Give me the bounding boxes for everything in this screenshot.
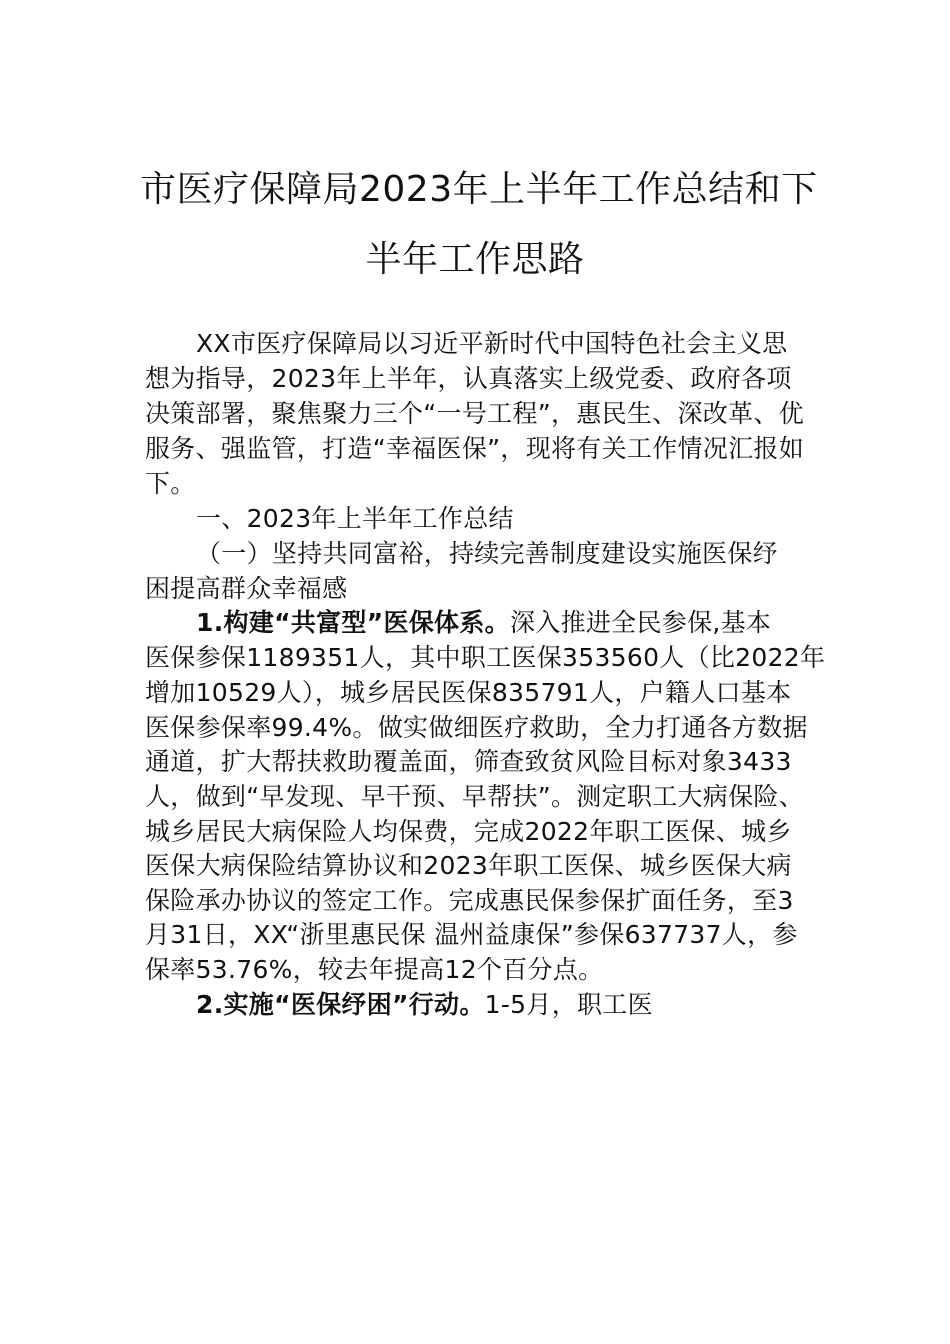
paragraph-2-text: 1-5月，职工医 — [484, 990, 653, 1019]
paragraph-1-line: 月31日，XX“浙里惠民保 温州益康保”参保637737人，参 — [145, 920, 798, 949]
intro-paragraph-line: 下。 — [145, 469, 196, 498]
paragraph-1-line: 医保参保1189351人，其中职工医保353560人（比2022年 — [145, 643, 826, 672]
paragraph-2-first-line — [196, 990, 653, 1020]
subsection-heading-line: 困提高群众幸福感 — [145, 574, 348, 603]
section-heading: 一、2023年上半年工作总结 — [196, 504, 514, 533]
intro-paragraph-line: 决策部署，聚焦聚力三个“一号工程”，惠民生、深改革、优 — [145, 399, 805, 428]
item-2-heading: 2.实施“医保纾困”行动。 — [196, 990, 485, 1019]
paragraph-1-line: 保险承办协议的签定工作。完成惠民保参保扩面任务，至3 — [145, 886, 794, 915]
paragraph-1-line: 城乡居民大病保险人均保费，完成2022年职工医保、城乡 — [145, 817, 792, 846]
paragraph-1-line: 增加10529人），城乡居民医保835791人，户籍人口基本 — [145, 678, 792, 707]
document-title-line-1: 市医疗保障局2023年上半年工作总结和下 — [140, 169, 818, 210]
paragraph-1-first-line — [196, 608, 771, 638]
intro-paragraph-line: XX市医疗保障局以习近平新时代中国特色社会主义思 — [196, 329, 788, 358]
paragraph-1-line: 保率53.76%，较去年提高12个百分点。 — [145, 955, 604, 984]
document-title-line-2: 半年工作思路 — [365, 239, 585, 280]
intro-paragraph-line: 服务、强监管，打造“幸福医保”，现将有关工作情况汇报如 — [145, 434, 805, 463]
paragraph-1-text: 深入推进全民参保,基本 — [509, 608, 772, 637]
paragraph-1-line: 医保参保率99.4%。做实做细医疗救助，全力打通各方数据 — [145, 713, 808, 742]
paragraph-1-line: 通道，扩大帮扶救助覆盖面，筛查致贫风险目标对象3433 — [145, 747, 792, 776]
subsection-heading-line: （一）坚持共同富裕，持续完善制度建设实施医保纾 — [196, 539, 778, 568]
intro-paragraph-line: 想为指导，2023年上半年，认真落实上级党委、政府各项 — [145, 364, 792, 393]
item-1-heading: 1.构建“共富型”医保体系。 — [196, 608, 510, 637]
paragraph-1-line: 医保大病保险结算协议和2023年职工医保、城乡医保大病 — [145, 851, 792, 880]
paragraph-1-line: 人，做到“早发现、早干预、早帮扶”。测定职工大病保险、 — [145, 782, 805, 811]
